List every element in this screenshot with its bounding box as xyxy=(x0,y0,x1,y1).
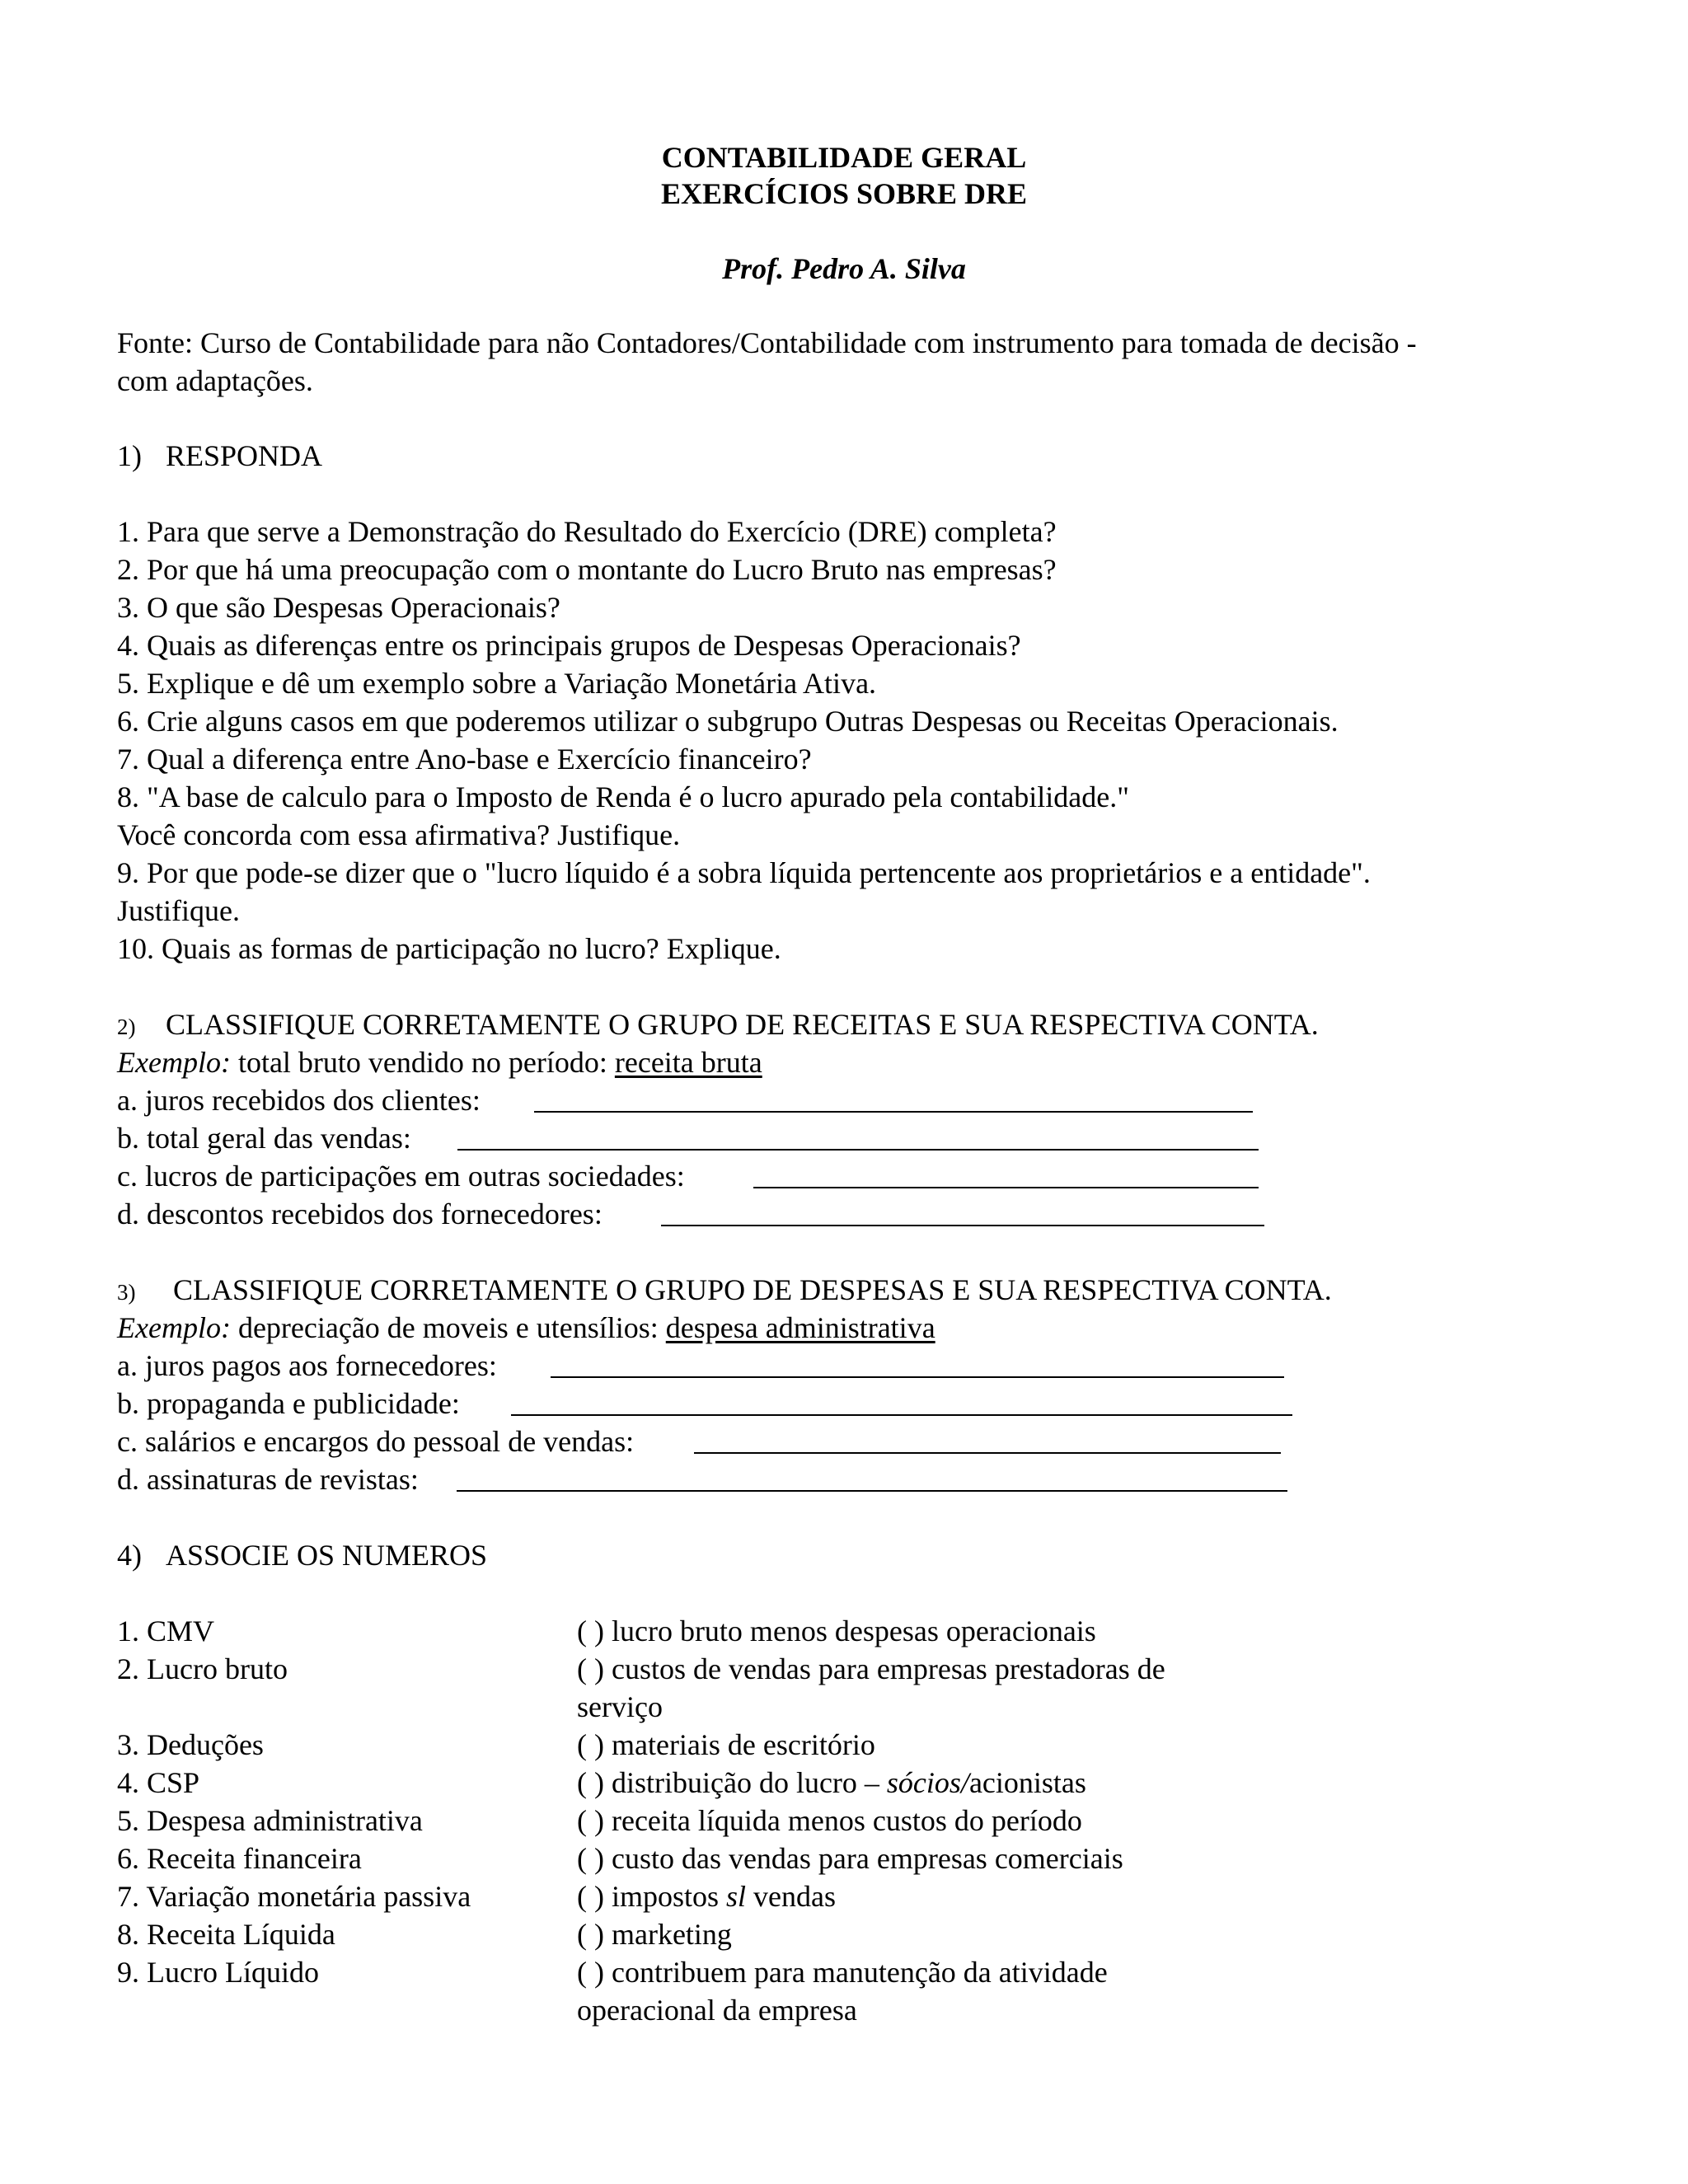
definition-7-italic: sl xyxy=(726,1880,747,1913)
expense-item-a: a. juros pagos aos fornecedores: xyxy=(117,1349,497,1382)
term-7: 7. Variação monetária passiva xyxy=(117,1880,471,1913)
term-6: 6. Receita financeira xyxy=(117,1842,362,1875)
example-text: depreciação de moveis e utensílios: xyxy=(230,1311,666,1344)
section2-example xyxy=(117,1043,762,1081)
expense-item-c: c. salários e encargos do pessoal de vendas: xyxy=(117,1425,635,1458)
definition-4-end: acionistas xyxy=(968,1766,1086,1799)
question-9-continued: Justifique. xyxy=(117,894,240,927)
document-title: CONTABILIDADE GERAL xyxy=(661,141,1027,174)
revenue-answer-blank-a[interactable] xyxy=(534,1111,1253,1113)
definition-3: ( ) materiais de escritório xyxy=(577,1728,875,1761)
term-8: 8. Receita Líquida xyxy=(117,1918,335,1951)
expense-item-d: d. assinaturas de revistas: xyxy=(117,1463,419,1496)
definition-4-text: ( ) distribuição do lucro – xyxy=(577,1766,887,1799)
definition-9-continued: operacional da empresa xyxy=(577,1994,857,2027)
revenue-item-b: b. total geral das vendas: xyxy=(117,1122,411,1155)
revenue-answer-blank-c[interactable] xyxy=(753,1187,1259,1188)
definition-2-continued: serviço xyxy=(577,1690,663,1723)
revenue-answer-blank-d[interactable] xyxy=(661,1225,1264,1226)
definition-1: ( ) lucro bruto menos despesas operacionais xyxy=(577,1615,1096,1647)
section3-title: CLASSIFIQUE CORRETAMENTE O GRUPO DE DESPESAS E SUA RESPECTIVA CONTA. xyxy=(173,1273,1332,1306)
question-3: 3. O que são Despesas Operacionais? xyxy=(117,591,560,624)
definition-5: ( ) receita líquida menos custos do período xyxy=(577,1804,1082,1837)
question-9: 9. Por que pode-se dizer que o "lucro líquido é a sobra líquida pertencente aos proprietários e a entidade". xyxy=(117,856,1371,889)
definition-8: ( ) marketing xyxy=(577,1918,732,1951)
expense-answer-blank-d[interactable] xyxy=(457,1490,1287,1492)
expense-answer-blank-b[interactable] xyxy=(511,1414,1292,1416)
example-text: total bruto vendido no período: xyxy=(230,1046,615,1079)
revenue-item-a: a. juros recebidos dos clientes: xyxy=(117,1084,481,1117)
question-1: 1. Para que serve a Demonstração do Resultado do Exercício (DRE) completa? xyxy=(117,515,1057,548)
section1-title: RESPONDA xyxy=(166,439,323,472)
section2-title: CLASSIFIQUE CORRETAMENTE O GRUPO DE RECEITAS E SUA RESPECTIVA CONTA. xyxy=(166,1008,1319,1041)
section2-number: 2) xyxy=(117,1015,136,1039)
definition-4 xyxy=(577,1764,1086,1802)
term-1: 1. CMV xyxy=(117,1615,215,1647)
question-7: 7. Qual a diferença entre Ano-base e Exercício financeiro? xyxy=(117,743,812,776)
term-4: 4. CSP xyxy=(117,1766,200,1799)
section3-heading xyxy=(117,1271,136,1311)
question-2: 2. Por que há uma preocupação com o montante do Lucro Bruto nas empresas? xyxy=(117,553,1057,586)
term-2: 2. Lucro bruto xyxy=(117,1652,288,1685)
revenue-item-c: c. lucros de participações em outras sociedades: xyxy=(117,1160,685,1193)
section4-number: 4) xyxy=(117,1539,142,1572)
example-label: Exemplo: xyxy=(117,1046,231,1079)
revenue-item-d: d. descontos recebidos dos fornecedores: xyxy=(117,1197,603,1230)
definition-4-italic: sócios/ xyxy=(886,1766,969,1799)
section1-number: 1) xyxy=(117,439,142,472)
question-8-continued: Você concorda com essa afirmativa? Justifique. xyxy=(117,818,681,851)
question-10: 10. Quais as formas de participação no lucro? Explique. xyxy=(117,932,781,965)
term-5: 5. Despesa administrativa xyxy=(117,1804,423,1837)
expense-item-b: b. propaganda e publicidade: xyxy=(117,1387,460,1420)
section2-heading xyxy=(117,1005,136,1046)
document-subtitle: EXERCÍCIOS SOBRE DRE xyxy=(660,177,1028,210)
revenue-answer-blank-b[interactable] xyxy=(457,1149,1259,1151)
definition-7-end: vendas xyxy=(746,1880,836,1913)
definition-2: ( ) custos de vendas para empresas prestadoras de xyxy=(577,1652,1165,1685)
question-4: 4. Quais as diferenças entre os principais grupos de Despesas Operacionais? xyxy=(117,629,1021,662)
question-6: 6. Crie alguns casos em que poderemos utilizar o subgrupo Outras Despesas ou Receitas Operacionais. xyxy=(117,705,1339,738)
section3-number: 3) xyxy=(117,1280,136,1305)
definition-7 xyxy=(577,1877,836,1915)
expense-answer-blank-c[interactable] xyxy=(694,1452,1281,1454)
example-answer: receita bruta xyxy=(614,1046,762,1079)
definition-9: ( ) contribuem para manutenção da atividade xyxy=(577,1956,1108,1989)
author-line: Prof. Pedro A. Silva xyxy=(722,252,966,285)
source-line-1: Fonte: Curso de Contabilidade para não Contadores/Contabilidade com instrumento para tomada de decisão - xyxy=(117,326,1417,359)
section3-example xyxy=(117,1309,935,1347)
question-8: 8. "A base de calculo para o Imposto de Renda é o lucro apurado pela contabilidade." xyxy=(117,780,1129,813)
section4-title: ASSOCIE OS NUMEROS xyxy=(166,1539,488,1572)
question-5: 5. Explique e dê um exemplo sobre a Variação Monetária Ativa. xyxy=(117,667,877,700)
definition-6: ( ) custo das vendas para empresas comerciais xyxy=(577,1842,1123,1875)
definition-7-text: ( ) impostos xyxy=(577,1880,727,1913)
term-3: 3. Deduções xyxy=(117,1728,264,1761)
term-9: 9. Lucro Líquido xyxy=(117,1956,319,1989)
source-line-2: com adaptações. xyxy=(117,364,313,397)
expense-answer-blank-a[interactable] xyxy=(551,1376,1284,1378)
example-label: Exemplo: xyxy=(117,1311,231,1344)
example-answer: despesa administrativa xyxy=(665,1311,935,1344)
